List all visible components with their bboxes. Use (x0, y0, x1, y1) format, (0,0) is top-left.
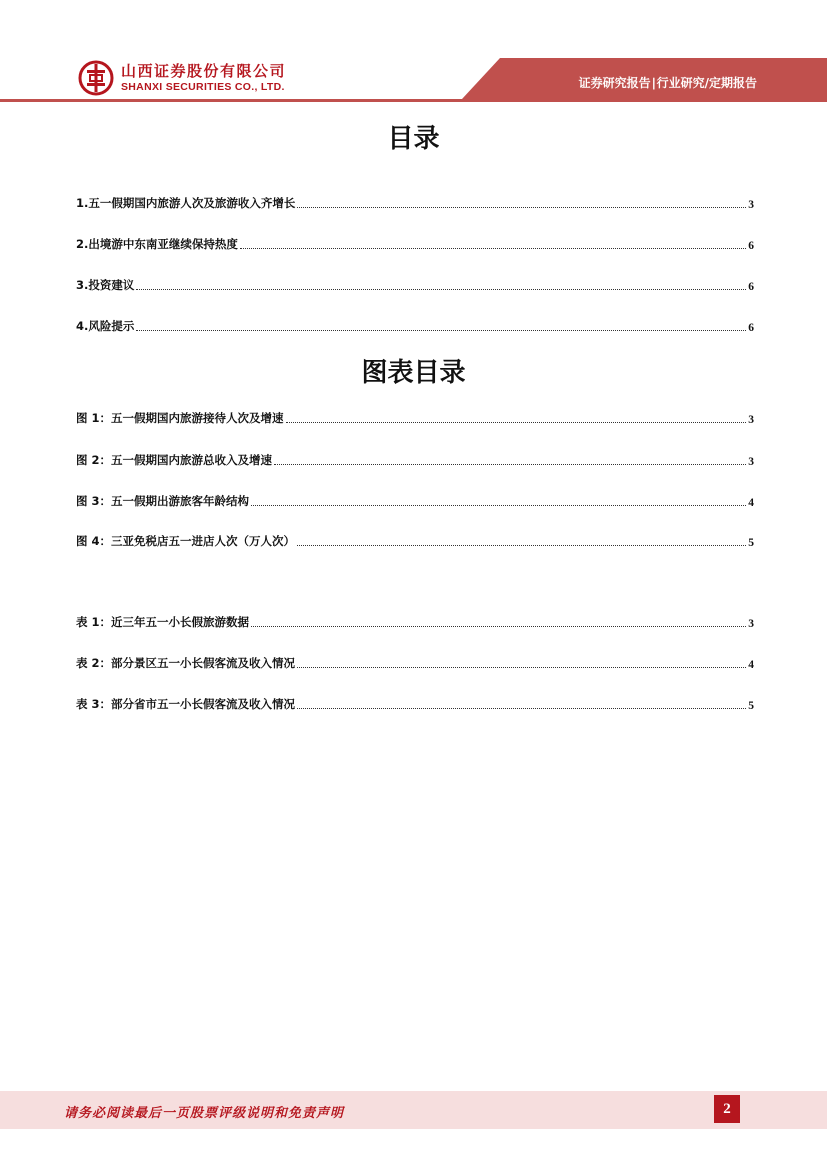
figure-entry-label: 图 2：五一假期国内旅游总收入及增速 (76, 453, 273, 467)
figure-entry-label: 图 4：三亚免税店五一进店人次（万人次） (76, 534, 296, 548)
footer-disclaimer: 请务必阅读最后一页股票评级说明和免责声明 (64, 1106, 345, 1121)
report-type: 证券研究报告∣行业研究/定期报告 (578, 76, 757, 90)
toc-entry[interactable] (76, 236, 754, 252)
dot-leader (136, 330, 746, 331)
company-logo-icon (78, 60, 114, 96)
table-entry-label: 表 2：部分景区五一小长假客流及收入情况 (76, 656, 296, 670)
figures-title: 图表目录 (361, 358, 466, 388)
toc-entry-page: 6 (748, 240, 754, 252)
table-entry[interactable] (76, 614, 754, 630)
toc-entry-label: 4.风险提示 (76, 319, 135, 333)
table-entry[interactable] (76, 696, 754, 712)
figure-entry-label: 图 3：五一假期出游旅客年龄结构 (76, 494, 250, 508)
table-entry-page: 4 (748, 659, 754, 671)
header-banner (0, 0, 827, 110)
dot-leader (297, 708, 746, 709)
figure-entry-page: 5 (748, 537, 754, 549)
figure-entry-page: 3 (748, 456, 754, 468)
dot-leader (297, 207, 746, 208)
dot-leader (136, 289, 746, 290)
dot-leader (251, 626, 746, 627)
table-entry[interactable] (76, 655, 754, 671)
table-entry-label: 表 3：部分省市五一小长假客流及收入情况 (76, 697, 296, 711)
page-number: 2 (714, 1095, 740, 1123)
figure-entry-page: 3 (748, 414, 754, 426)
dot-leader (251, 505, 746, 506)
figure-entry-label: 图 1：五一假期国内旅游接待人次及增速 (76, 411, 284, 425)
toc-title: 目录 (387, 124, 440, 154)
toc-entry[interactable] (76, 318, 754, 334)
table-entry-page: 5 (748, 700, 754, 712)
toc-entry-label: 1.五一假期国内旅游人次及旅游收入齐增长 (76, 196, 296, 210)
company-name-cn: 山西证券股份有限公司 (121, 62, 287, 80)
toc-entry-label: 2.出境游中东南亚继续保持热度 (76, 237, 238, 251)
toc-entry[interactable] (76, 195, 754, 211)
toc-entry[interactable] (76, 277, 754, 293)
dot-leader (240, 248, 746, 249)
figure-entry-page: 4 (748, 497, 754, 509)
dot-leader (274, 464, 746, 465)
page-header (0, 0, 827, 110)
table-entry-label: 表 1：近三年五一小长假旅游数据 (76, 615, 250, 629)
dot-leader (297, 667, 746, 668)
figure-entry[interactable] (76, 452, 754, 468)
table-entry-page: 3 (748, 618, 754, 630)
figure-entry[interactable] (76, 493, 754, 509)
toc-entry-page: 3 (748, 199, 754, 211)
dot-leader (297, 545, 746, 546)
figure-entry[interactable] (76, 410, 754, 426)
toc-entry-page: 6 (748, 281, 754, 293)
dot-leader (286, 422, 747, 423)
company-name-en: SHANXI SECURITIES CO., LTD. (121, 81, 285, 93)
header-rule (0, 99, 827, 102)
figure-entry[interactable] (76, 533, 754, 549)
toc-entry-page: 6 (748, 322, 754, 334)
toc-entry-label: 3.投资建议 (76, 278, 135, 292)
